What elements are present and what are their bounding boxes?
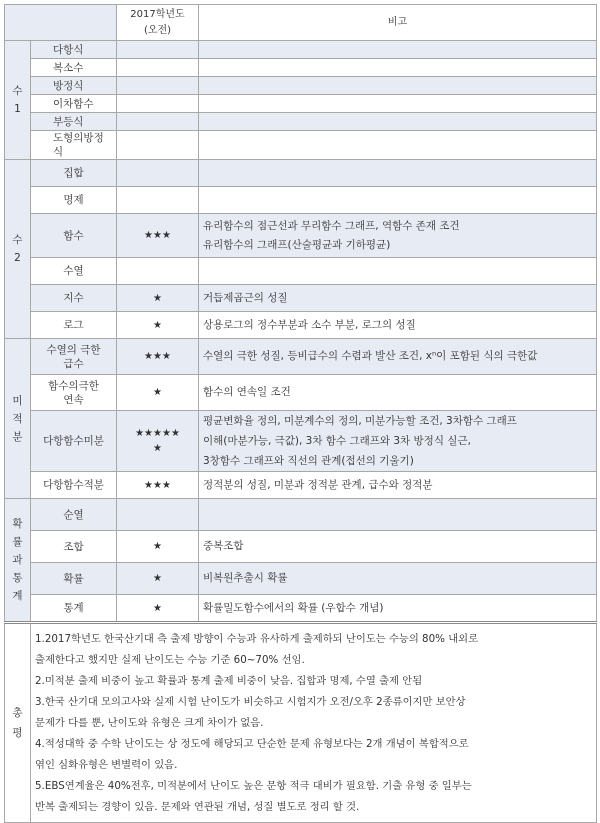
- topic-cell: 이차함수: [31, 95, 117, 113]
- importance-cell: [117, 499, 199, 531]
- importance-cell: ★★★★★ ★: [117, 411, 199, 472]
- importance-cell: [117, 160, 199, 187]
- note-cell: [199, 77, 597, 95]
- importance-cell: ★: [117, 285, 199, 312]
- table-row: [5, 258, 597, 285]
- note-cell: 유리함수의 점근선과 무리함수 그래프, 역함수 존재 조건 유리함수의 그래프(산술평균과 기하평균): [199, 214, 597, 258]
- table-row: [5, 160, 597, 187]
- table-row: [5, 472, 597, 499]
- importance-cell: ★: [117, 531, 199, 563]
- table-row: [5, 77, 597, 95]
- topic-cell: 확률: [31, 563, 117, 595]
- importance-cell: [117, 95, 199, 113]
- importance-cell: [117, 113, 199, 131]
- table-row: [5, 59, 597, 77]
- topic-cell: 도형의방정식: [31, 131, 117, 160]
- note-cell: [199, 187, 597, 214]
- table-row: [5, 411, 597, 472]
- importance-cell: ★: [117, 312, 199, 339]
- header-note: 비고: [199, 5, 597, 41]
- note-cell: [199, 499, 597, 531]
- note-cell: [199, 258, 597, 285]
- table-row: [5, 41, 597, 59]
- importance-cell: ★★★: [117, 339, 199, 375]
- table-row: [5, 312, 597, 339]
- note-cell: 평균변화율 정의, 미분계수의 정의, 미분가능할 조건, 3차함수 그래프 이해(마분가능, 극값), 3차 함수 그래프와 3차 방정식 실근, 3창함수 그래프와 직선의 관계(접선의 기울기): [199, 411, 597, 472]
- topic-cell: 순열: [31, 499, 117, 531]
- summary-row: [5, 623, 597, 823]
- header-corner: [5, 5, 117, 41]
- note-cell: [199, 160, 597, 187]
- note-cell: 중복조합: [199, 531, 597, 563]
- topic-cell: 통계: [31, 595, 117, 623]
- table-row: [5, 595, 597, 623]
- importance-cell: [117, 41, 199, 59]
- table-row: [5, 187, 597, 214]
- topic-cell: 함수의극한 연속: [31, 375, 117, 411]
- table-row: [5, 339, 597, 375]
- table-row: [5, 113, 597, 131]
- note-cell: [199, 113, 597, 131]
- note-cell: 정적분의 성질, 미분과 정적분 관계, 급수와 정적분: [199, 472, 597, 499]
- topic-cell: 수열의 극한 급수: [31, 339, 117, 375]
- category-math2: 수 2: [5, 160, 31, 339]
- category-summary: 총 평: [5, 623, 31, 823]
- header-year: 2017학년도 (오전): [117, 5, 199, 41]
- topic-cell: 함수: [31, 214, 117, 258]
- note-cell: [199, 59, 597, 77]
- header-row: [5, 5, 597, 41]
- importance-cell: ★: [117, 375, 199, 411]
- category-math1: 수 1: [5, 41, 31, 160]
- category-probability: 확 률 과 통 계: [5, 499, 31, 623]
- importance-cell: ★★★: [117, 214, 199, 258]
- topic-cell: 부등식: [31, 113, 117, 131]
- topic-cell: 집합: [31, 160, 117, 187]
- importance-cell: [117, 77, 199, 95]
- topic-cell: 다항함수적분: [31, 472, 117, 499]
- table-row: [5, 214, 597, 258]
- topic-cell: 조합: [31, 531, 117, 563]
- exam-analysis-table: [4, 4, 597, 823]
- importance-cell: ★★★: [117, 472, 199, 499]
- importance-cell: ★: [117, 595, 199, 623]
- table-row: [5, 285, 597, 312]
- note-cell: 거듭제곱근의 성질: [199, 285, 597, 312]
- note-cell: 함수의 연속일 조건: [199, 375, 597, 411]
- table-row: [5, 499, 597, 531]
- note-cell: [199, 95, 597, 113]
- importance-cell: [117, 187, 199, 214]
- note-cell: [199, 41, 597, 59]
- note-cell: [199, 131, 597, 160]
- importance-cell: [117, 59, 199, 77]
- category-calculus: 미 적 분: [5, 339, 31, 499]
- table-row: [5, 95, 597, 113]
- importance-cell: ★: [117, 563, 199, 595]
- topic-cell: 지수: [31, 285, 117, 312]
- table-row: [5, 563, 597, 595]
- table-row: [5, 531, 597, 563]
- importance-cell: [117, 131, 199, 160]
- topic-cell: 다항식: [31, 41, 117, 59]
- topic-cell: 수열: [31, 258, 117, 285]
- note-cell: 확률밀도함수에서의 확률 (우합수 개념): [199, 595, 597, 623]
- importance-cell: [117, 258, 199, 285]
- topic-cell: 명제: [31, 187, 117, 214]
- topic-cell: 방정식: [31, 77, 117, 95]
- note-cell: 수열의 극한 성질, 등비급수의 수렴과 발산 조건, xⁿ이 포함된 식의 극한값: [199, 339, 597, 375]
- topic-cell: 로그: [31, 312, 117, 339]
- table-row: [5, 375, 597, 411]
- note-cell: 비복원추출시 확률: [199, 563, 597, 595]
- note-cell: 상용로그의 정수부분과 소수 부분, 로그의 성질: [199, 312, 597, 339]
- topic-cell: 복소수: [31, 59, 117, 77]
- topic-cell: 다항함수미분: [31, 411, 117, 472]
- summary-text: 1.2017학년도 한국산기대 측 출제 방향이 수능과 유사하게 출제하되 난이도는 수능의 80% 내외로 출제한다고 했지만 실제 난이도는 수능 기준 60~70% 선임. 2.미적분 출제 비중이 높고 확률과 통계 출제 비중이 낮음. 집합과 명제, 수열 출제 안됨 3.한국 산기대 모의고사와 실제 시험 난이도가 비슷하고 시험지가 오전/오후 2종류이지만 보안상 문제가 다를 뿐, 난이도와 유형은 크게 차이가 없음. 4.적성대학 중 수학 난이도는 상 정도에 해당되고 단순한 문제 유형보다는 2개 개념이 복합적으로 엮인 심화유형은 변별력이 있음. 5.EBS연계율은 40%전후, 미적분에서 난이도 높은 문항 적극 대비가 필요함. 기출 유형 중 일부는 반복 출제되는 경향이 있음. 문제와 연관된 개념, 성질 별도로 정리 할 것.: [31, 623, 597, 823]
- table-row: [5, 131, 597, 160]
